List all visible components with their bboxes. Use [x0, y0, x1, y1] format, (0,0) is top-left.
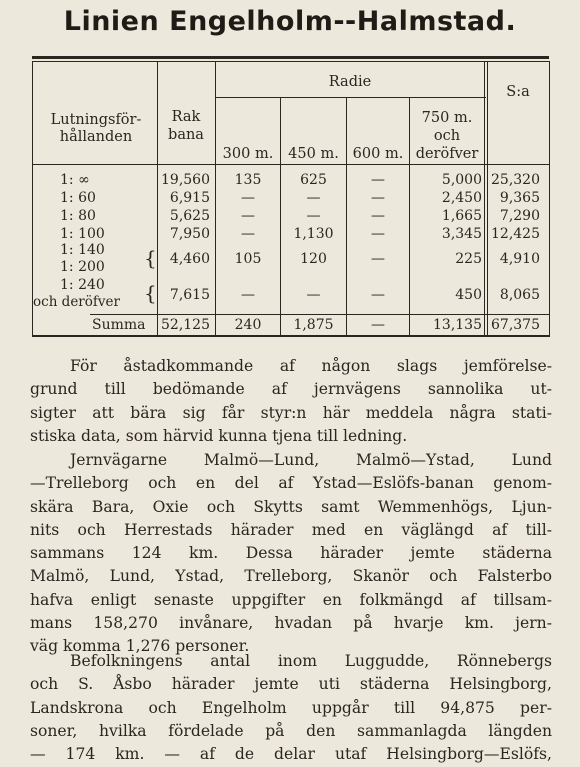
- page-title: Linien Engelholm--Halmstad.: [63, 6, 517, 37]
- header-sum: S:a: [506, 84, 530, 100]
- paragraph-2: [30, 449, 552, 659]
- header-300: 300 m.: [222, 146, 274, 162]
- cell-750: 225: [455, 251, 482, 267]
- text-line: mans 158,270 invånare, hvadan på hvarje km. jern-: [30, 614, 552, 633]
- cell-sum: 9,365: [499, 190, 540, 206]
- text-line: stiska data, som härvid kunna tjena till ledning.: [30, 426, 408, 445]
- header-750-1: 750 m.: [421, 110, 473, 126]
- text-line: väg komma 1,276 personer.: [30, 637, 250, 656]
- header-750-2: och: [433, 128, 461, 144]
- header-bottom-rule: [32, 164, 549, 165]
- header-rak-2: bana: [168, 127, 204, 143]
- header-rak-1: Rak: [171, 109, 201, 125]
- cell-rak: 7,615: [169, 287, 210, 303]
- cell-450: —: [306, 287, 321, 303]
- text-line: sammans 124 km. Dessa härader jemte städerna: [30, 544, 552, 563]
- text-line: hafva enligt senaste uppgifter en folkmängd af tillsam-: [30, 590, 552, 609]
- total-label: Summa: [92, 317, 146, 333]
- header-lutning-1: Lutningsför-: [50, 112, 142, 128]
- cell-750: 3,345: [441, 226, 482, 242]
- cell-300: —: [241, 226, 255, 242]
- cell-sum: 12,425: [491, 226, 540, 242]
- brace: {: [144, 246, 157, 270]
- text-line: och S. Åsbo härader jemte uti städerna Helsingborg,: [30, 675, 552, 694]
- text-line: soner, hvilka fördelade på den sammanlagda längden: [30, 721, 552, 740]
- cell-300: 105: [234, 251, 262, 267]
- table-bottom-rule: [32, 335, 549, 337]
- cell-600: —: [371, 208, 385, 224]
- cell-450: —: [306, 190, 321, 206]
- cell-750: 5,000: [441, 172, 482, 188]
- cell-600: —: [371, 226, 385, 242]
- text-line: Jernvägarne Malmö—Lund, Malmö—Ystad, Lund: [70, 451, 552, 469]
- text-line: Befolkningens antal inom Luggudde, Rönnebergs: [70, 652, 552, 670]
- total-sum: 67,375: [491, 317, 540, 333]
- cell-rak: 6,915: [169, 190, 210, 206]
- cell-750: 450: [455, 287, 482, 303]
- cell-750: 1,665: [441, 208, 482, 224]
- cell-300: —: [241, 208, 255, 224]
- cell-450: 625: [300, 172, 327, 188]
- row-label-second: och deröfver: [33, 294, 120, 310]
- row-label: 1: 140: [60, 242, 105, 258]
- row-label: 1: 100: [60, 226, 105, 242]
- cell-300: —: [241, 190, 255, 206]
- text-line: skära Bara, Oxie och Skytts samt Wemmenhögs, Ljun-: [30, 497, 552, 516]
- total-rak: 52,125: [161, 317, 210, 333]
- header-radie: Radie: [328, 74, 372, 90]
- row-label: 1: ∞: [60, 172, 90, 188]
- cell-sum: 8,065: [499, 287, 540, 303]
- row-label: 1: 60: [60, 190, 96, 206]
- cell-rak: 5,625: [169, 208, 210, 224]
- text-line: Landskrona och Engelholm uppgår till 94,875 per-: [30, 698, 552, 717]
- cell-rak: 4,460: [169, 251, 210, 267]
- total-top-rule: [90, 314, 549, 315]
- total-600: —: [371, 317, 385, 333]
- radie-underline: [215, 97, 486, 98]
- cell-sum: 25,320: [491, 172, 540, 188]
- text-line: grund till bedömande af jernvägens sannolika ut-: [30, 380, 552, 399]
- cell-rak: 7,950: [169, 226, 210, 242]
- cell-600: —: [371, 251, 385, 267]
- table-top-rule-thick: [32, 56, 549, 59]
- paragraph-3: [30, 650, 552, 766]
- header-450: 450 m.: [288, 146, 339, 162]
- row-label-second: 1: 200: [60, 259, 105, 275]
- table-top-rule-thin: [32, 61, 549, 62]
- row-label: 1: 240: [60, 277, 105, 293]
- cell-450: 120: [300, 251, 327, 267]
- cell-450: —: [306, 208, 321, 224]
- total-750: 13,135: [433, 317, 482, 333]
- cell-300: 135: [234, 172, 262, 188]
- col-divider-sum-a: [484, 61, 485, 337]
- text-line: För åstadkommande af någon slags jemförelse-: [70, 357, 552, 375]
- brace: {: [144, 281, 157, 305]
- text-line: Malmö, Lund, Ystad, Trelleborg, Skanör och Falsterbo: [30, 567, 552, 586]
- cell-600: —: [371, 172, 385, 188]
- text-line: — 174 km. — af de delar utaf Helsingborg—Eslöfs,: [30, 745, 552, 764]
- table-right-border: [549, 61, 550, 337]
- text-line: sigter att bära sig får styr:n här meddela några stati-: [30, 403, 552, 422]
- cell-750: 2,450: [441, 190, 482, 206]
- header-600: 600 m.: [352, 146, 404, 162]
- total-450: 1,875: [293, 317, 334, 333]
- paragraph-1: [30, 355, 552, 448]
- cell-600: —: [371, 287, 385, 303]
- total-300: 240: [234, 317, 262, 333]
- text-line: —Trelleborg och en del af Ystad—Eslöfs-banan genom-: [30, 474, 552, 493]
- header-750-3: deröfver: [415, 146, 479, 162]
- text-line: nits och Herrestads härader med en väglängd af till-: [30, 520, 552, 539]
- cell-rak: 19,560: [161, 172, 210, 188]
- cell-sum: 4,910: [499, 251, 540, 267]
- cell-300: —: [241, 287, 255, 303]
- cell-450: 1,130: [293, 226, 334, 242]
- row-label: 1: 80: [60, 208, 96, 224]
- cell-600: —: [371, 190, 385, 206]
- header-lutning-2: hållanden: [59, 129, 133, 145]
- cell-sum: 7,290: [499, 208, 540, 224]
